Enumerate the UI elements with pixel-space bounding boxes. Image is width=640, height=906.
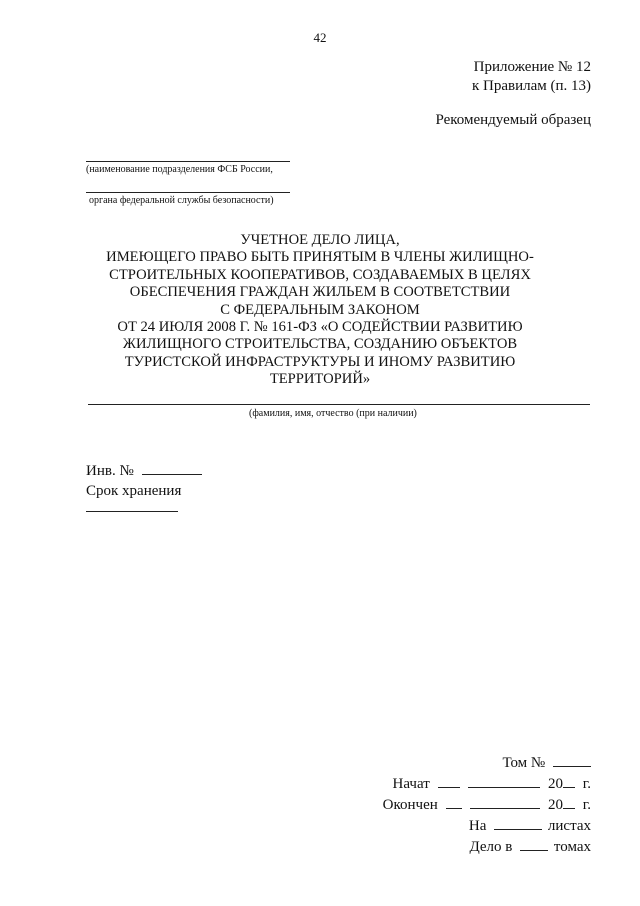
title-line: ТЕРРИТОРИЙ» bbox=[269, 371, 371, 388]
ended-year-prefix: 20 bbox=[548, 797, 564, 813]
agency-caption: органа федеральной службы безопасности) bbox=[89, 195, 274, 206]
sheets-count-blank[interactable] bbox=[494, 815, 542, 830]
ended-month-blank[interactable] bbox=[470, 794, 540, 809]
title-line: ЖИЛИЩНОГО СТРОИТЕЛЬСТВА, СОЗДАНИЮ ОБЪЕКТОВ bbox=[122, 336, 518, 353]
ended-row bbox=[383, 794, 591, 815]
storage-period-field-line[interactable] bbox=[86, 511, 178, 512]
ended-day-blank[interactable] bbox=[446, 794, 462, 809]
started-row bbox=[383, 773, 591, 794]
document-title bbox=[60, 232, 580, 389]
agency-field-line[interactable] bbox=[86, 192, 290, 193]
title-line: ОТ 24 ИЮЛЯ 2008 Г. № 161-ФЗ «О СОДЕЙСТВИИ РАЗВИТИЮ bbox=[117, 319, 523, 336]
title-line: ОБЕСПЕЧЕНИЯ ГРАЖДАН ЖИЛЬЕМ В СООТВЕТСТВИИ bbox=[129, 284, 511, 301]
title-line: С ФЕДЕРАЛЬНЫМ ЗАКОНОМ bbox=[220, 301, 420, 318]
ended-label: Окончен bbox=[382, 797, 438, 813]
ended-year-suffix: г. bbox=[582, 797, 591, 813]
full-name-field-line[interactable] bbox=[88, 404, 590, 405]
started-year-prefix: 20 bbox=[548, 776, 564, 792]
ended-year-blank[interactable] bbox=[563, 794, 575, 809]
started-day-blank[interactable] bbox=[438, 773, 460, 788]
sheets-prefix: На bbox=[468, 818, 487, 834]
volume-number-row bbox=[383, 752, 591, 773]
title-line: СТРОИТЕЛЬНЫХ КООПЕРАТИВОВ, СОЗДАВАЕМЫХ В ЦЕЛЯХ bbox=[109, 266, 531, 283]
title-line: ТУРИСТСКОЙ ИНФРАСТРУКТУРЫ И ИНОМУ РАЗВИТИЮ bbox=[124, 353, 516, 370]
inventory-number-label: Инв. № bbox=[86, 463, 134, 479]
sheets-row bbox=[383, 815, 591, 836]
subdivision-field-line[interactable] bbox=[86, 161, 290, 162]
full-name-caption: (фамилия, имя, отчество (при наличии) bbox=[249, 408, 417, 419]
inventory-number-row bbox=[86, 460, 202, 481]
case-volumes-prefix: Дело в bbox=[469, 839, 513, 855]
volume-block bbox=[383, 752, 591, 857]
inventory-block bbox=[86, 460, 202, 501]
title-line: ИМЕЮЩЕГО ПРАВО БЫТЬ ПРИНЯТЫМ В ЧЛЕНЫ ЖИЛИЩНО- bbox=[106, 249, 534, 266]
page-number: 42 bbox=[313, 30, 327, 45]
storage-period-label: Срок хранения bbox=[86, 483, 182, 499]
recommended-sample-label: Рекомендуемый образец bbox=[435, 112, 591, 128]
case-volumes-row bbox=[383, 836, 591, 857]
started-year-blank[interactable] bbox=[563, 773, 575, 788]
case-volumes-suffix: томах bbox=[553, 839, 591, 855]
started-year-suffix: г. bbox=[582, 776, 591, 792]
appendix-reference bbox=[472, 58, 591, 96]
started-label: Начат bbox=[392, 776, 430, 792]
volume-number-label: Том № bbox=[502, 755, 546, 771]
title-line: УЧЕТНОЕ ДЕЛО ЛИЦА, bbox=[240, 232, 400, 248]
inventory-number-blank[interactable] bbox=[142, 460, 202, 475]
subdivision-caption: (наименование подразделения ФСБ России, bbox=[86, 164, 273, 175]
case-volumes-blank[interactable] bbox=[520, 836, 548, 851]
volume-number-blank[interactable] bbox=[553, 752, 591, 767]
started-month-blank[interactable] bbox=[468, 773, 540, 788]
appendix-number: Приложение № 12 bbox=[473, 59, 591, 75]
sheets-suffix: листах bbox=[547, 818, 591, 834]
appendix-rules-reference: к Правилам (п. 13) bbox=[471, 78, 591, 94]
